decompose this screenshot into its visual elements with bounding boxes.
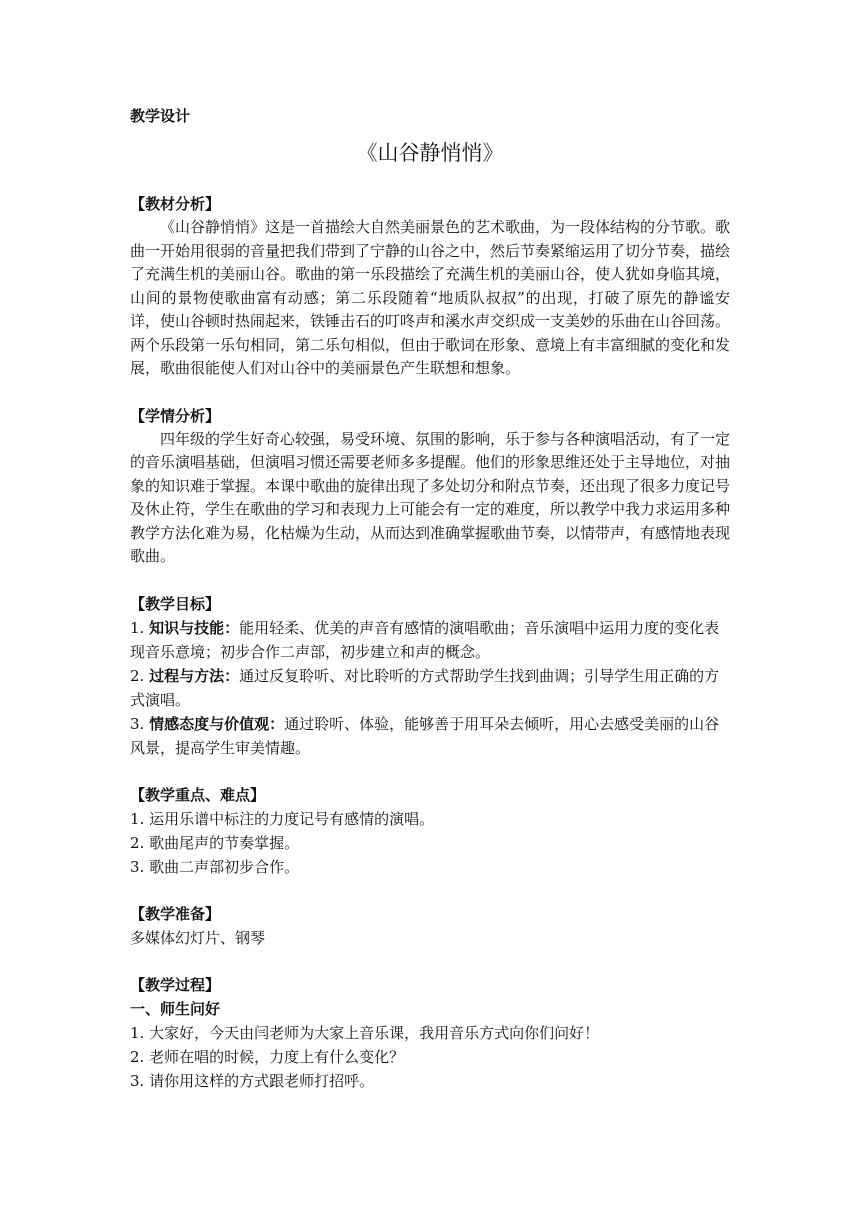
document-page bbox=[130, 104, 730, 1093]
section-heading-students: 【学情分析】 bbox=[130, 406, 221, 425]
process-item: 1. 大家好，今天由闫老师为大家上音乐课，我用音乐方式向你们问好！ bbox=[130, 1023, 600, 1042]
goal-item: 3. 情感态度与价值观：通过聆听、体验，能够善于用耳朵去倾听，用心去感受美丽的山谷风景，提高学生审美情趣。 bbox=[130, 714, 720, 757]
key-point-item: 1. 运用乐谱中标注的力度记号有感情的演唱。 bbox=[130, 809, 435, 828]
process-item: 3. 请你用这样的方式跟老师打招呼。 bbox=[130, 1071, 375, 1090]
section-heading-material: 【教材分析】 bbox=[130, 195, 221, 213]
doc-header: 教学设计 bbox=[130, 107, 191, 125]
section-heading-process: 【教学过程】 bbox=[130, 975, 221, 994]
student-analysis-text: 四年级的学生好奇心较强，易受环境、氛围的影响，乐于参与各种演唱活动，有了一定的音乐演唱基础，但演唱习惯还需要老师多多提醒。他们的形象思维还处于主导地位，对抽象的知识难于掌握。本课中歌曲的旋律出现了多处切分和附点节奏，还出现了很多力度记号及休止符，学生在歌曲的学习和表现力上可能会有一定的难度，所以教学中我力求运用多种教学方法化难为易，化枯燥为生动，从而达到准确掌握歌曲节奏，以情带声，有感情地表现歌曲。 bbox=[130, 429, 731, 565]
goal-item: 2. 过程与方法：通过反复聆听、对比聆听的方式帮助学生找到曲调；引导学生用正确的方式演唱。 bbox=[130, 666, 720, 709]
doc-title: 《山谷静悄悄》 bbox=[356, 141, 504, 165]
process-item: 2. 老师在唱的时候，力度上有什么变化？ bbox=[130, 1047, 405, 1066]
section-heading-prep: 【教学准备】 bbox=[130, 904, 221, 923]
key-point-item: 2. 歌曲尾声的节奏掌握。 bbox=[130, 833, 300, 852]
process-subheading: 一、师生问好 bbox=[130, 999, 221, 1018]
key-point-item: 3. 歌曲二声部初步合作。 bbox=[130, 857, 300, 876]
section-heading-goals: 【教学目标】 bbox=[130, 594, 221, 613]
goal-item: 1. 知识与技能：能用轻柔、优美的声音有感情的演唱歌曲；音乐演唱中运用力度的变化表现音乐意境；初步合作二声部，初步建立和声的概念。 bbox=[130, 618, 720, 661]
prep-text: 多媒体幻灯片、钢琴 bbox=[130, 928, 266, 947]
section-heading-key-points: 【教学重点、难点】 bbox=[130, 785, 266, 804]
material-analysis-text: 《山谷静悄悄》这是一首描绘大自然美丽景色的艺术歌曲，为一段体结构的分节歌。歌曲一开始用很弱的音量把我们带到了宁静的山谷之中，然后节奏紧缩运用了切分节奏，描绘了充满生机的美丽山谷。歌曲的第一乐段描绘了充满生机的美丽山谷，使人犹如身临其境，山间的景物使歌曲富有动感；第二乐段随着“地质队叔叔”的出现，打破了原先的静谧安详，使山谷顿时热闹起来，铁锤击石的叮咚声和溪水声交织成一支美妙的乐曲在山谷回荡。两个乐段第一乐句相同，第二乐句相似，但由于歌词在形象、意境上有丰富细腻的变化和发展，歌曲很能使人们对山谷中的美丽景色产生联想和想象。 bbox=[130, 218, 731, 377]
